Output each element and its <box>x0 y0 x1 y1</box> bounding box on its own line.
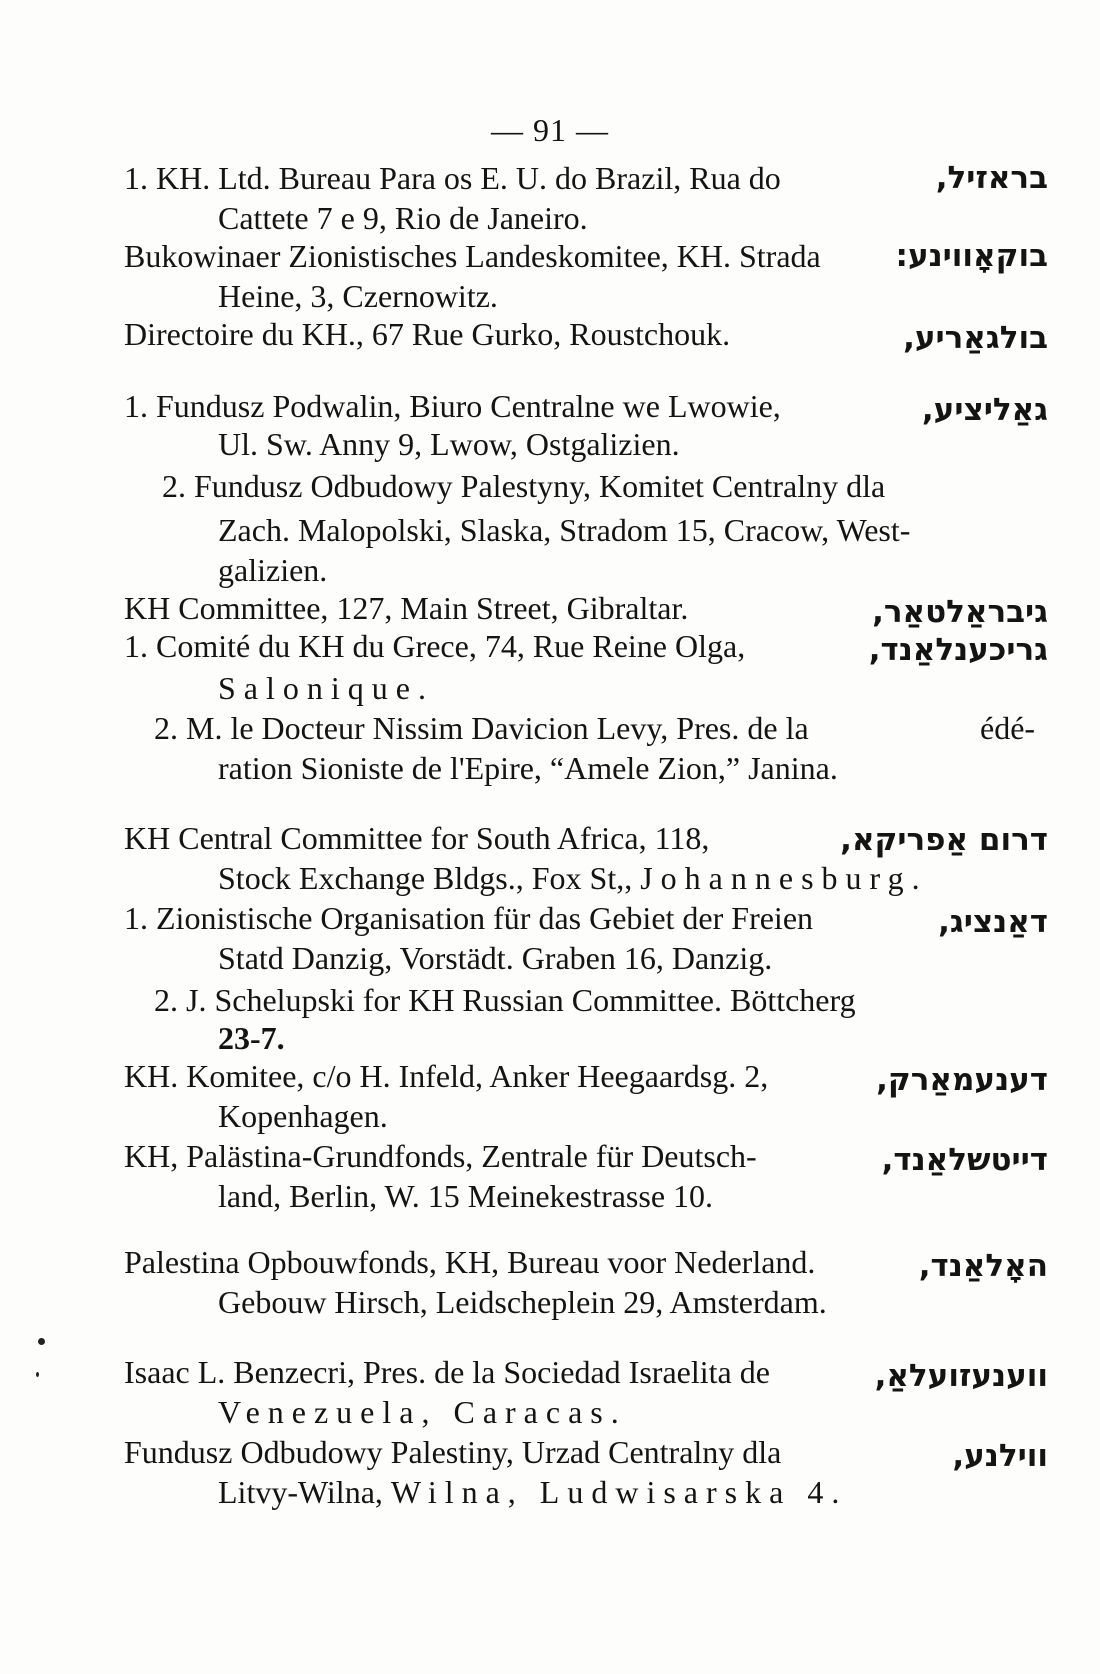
entry-line: Palestina Opbouwfonds, KH, Bureau voor Nederland. <box>124 1244 816 1280</box>
entry-line: KH. Komitee, c/o H. Infeld, Anker Heegaardsg. 2, <box>124 1058 769 1094</box>
entry-line: Isaac L. Benzecri, Pres. de la Sociedad Israelita de <box>124 1354 770 1390</box>
entry-line-city: Johannesburg. <box>640 860 928 896</box>
entry-line: Ul. Sw. Anny 9, Lwow, Ostgalizien. <box>218 426 680 462</box>
entry-line: KH, Palästina-Grundfonds, Zentrale für Deutsch- <box>124 1138 757 1174</box>
country-hebrew-danzig: דאַנציג, <box>938 904 1048 940</box>
entry-line: Bukowinaer Zionistisches Landeskomitee, KH. Strada <box>124 238 821 274</box>
page-number: — 91 — <box>491 112 609 148</box>
country-hebrew-denmark: דענעמאַרק, <box>876 1062 1048 1098</box>
entry-line-fragment: édé- <box>980 710 1036 746</box>
entry-line: Kopenhagen. <box>218 1098 388 1134</box>
entry-line: 1. Fundusz Podwalin, Biuro Centralne we Lwowie, <box>124 388 781 424</box>
country-hebrew-bulgaria: בולגאַריע, <box>903 320 1048 356</box>
entry-line: 2. J. Schelupski for KH Russian Committee. Böttcherg <box>154 982 856 1018</box>
entry-line: 1. KH. Ltd. Bureau Para os E. U. do Brazil, Rua do <box>124 160 781 196</box>
entry-line-text: Litvy-Wilna, <box>218 1474 391 1510</box>
country-hebrew-holland: האָלאַנד, <box>918 1248 1048 1284</box>
entry-line: KH Committee, 127, Main Street, Gibraltar. <box>124 590 689 626</box>
entry-line: Statd Danzig, Vorstädt. Graben 16, Danzig. <box>218 940 773 976</box>
entry-line-city: Wilna, Ludwisarska 4. <box>390 1474 848 1510</box>
entry-line: Zach. Malopolski, Slaska, Stradom 15, Cracow, West- <box>218 512 911 548</box>
country-hebrew-greece: גריכענלאַנד, <box>868 632 1048 668</box>
scan-speck <box>36 1372 39 1377</box>
entry-line-text: Stock Exchange Bldgs., Fox St,, <box>218 860 641 896</box>
country-hebrew-south-africa: דרום אַפריקא, <box>840 822 1048 858</box>
country-hebrew-galicia: גאַליציע, <box>921 392 1048 428</box>
entry-line <box>218 1472 847 1512</box>
entry-line: Salonique. <box>218 670 434 706</box>
entry-line: Gebouw Hirsch, Leidscheplein 29, Amsterdam. <box>218 1284 827 1320</box>
entry-line: Cattete 7 e 9, Rio de Janeiro. <box>218 200 588 236</box>
entry-line: Venezuela, Caracas. <box>218 1394 627 1430</box>
scan-speck <box>38 1338 45 1345</box>
entry-line: 2. M. le Docteur Nissim Davicion Levy, Pres. de la <box>154 710 809 746</box>
country-hebrew-germany: דייטשלאַנד, <box>881 1142 1048 1178</box>
country-hebrew-bukovina: בוקאָווינע: <box>895 238 1048 274</box>
entry-line: land, Berlin, W. 15 Meinekestrasse 10. <box>218 1178 714 1214</box>
entry-line: Directoire du KH., 67 Rue Gurko, Roustchouk. <box>124 316 731 352</box>
country-hebrew-vilna: ווילנע, <box>952 1438 1048 1474</box>
entry-line: 1. Comité du KH du Grece, 74, Rue Reine Olga, <box>124 628 746 664</box>
country-hebrew-gibraltar: גיבראַלטאַר, <box>872 594 1048 630</box>
entry-line: KH Central Committee for South Africa, 118, <box>124 820 710 856</box>
entry-line: ration Sioniste de l'Epire, “Amele Zion,” Janina. <box>218 750 838 786</box>
entry-line: 23-7. <box>218 1020 285 1056</box>
entry-line: galizien. <box>218 552 328 588</box>
entry-line: Fundusz Odbudowy Palestiny, Urzad Centralny dla <box>124 1434 782 1470</box>
entry-line <box>218 858 928 898</box>
country-hebrew-brazil: בראזיל, <box>935 160 1048 196</box>
country-hebrew-venezuela: ווענעזועלאַ, <box>874 1358 1048 1394</box>
entry-line: Heine, 3, Czernowitz. <box>218 278 498 314</box>
entry-line: 1. Zionistische Organisation für das Gebiet der Freien <box>124 900 814 936</box>
entry-line: 2. Fundusz Odbudowy Palestyny, Komitet Centralny dla <box>162 468 886 504</box>
